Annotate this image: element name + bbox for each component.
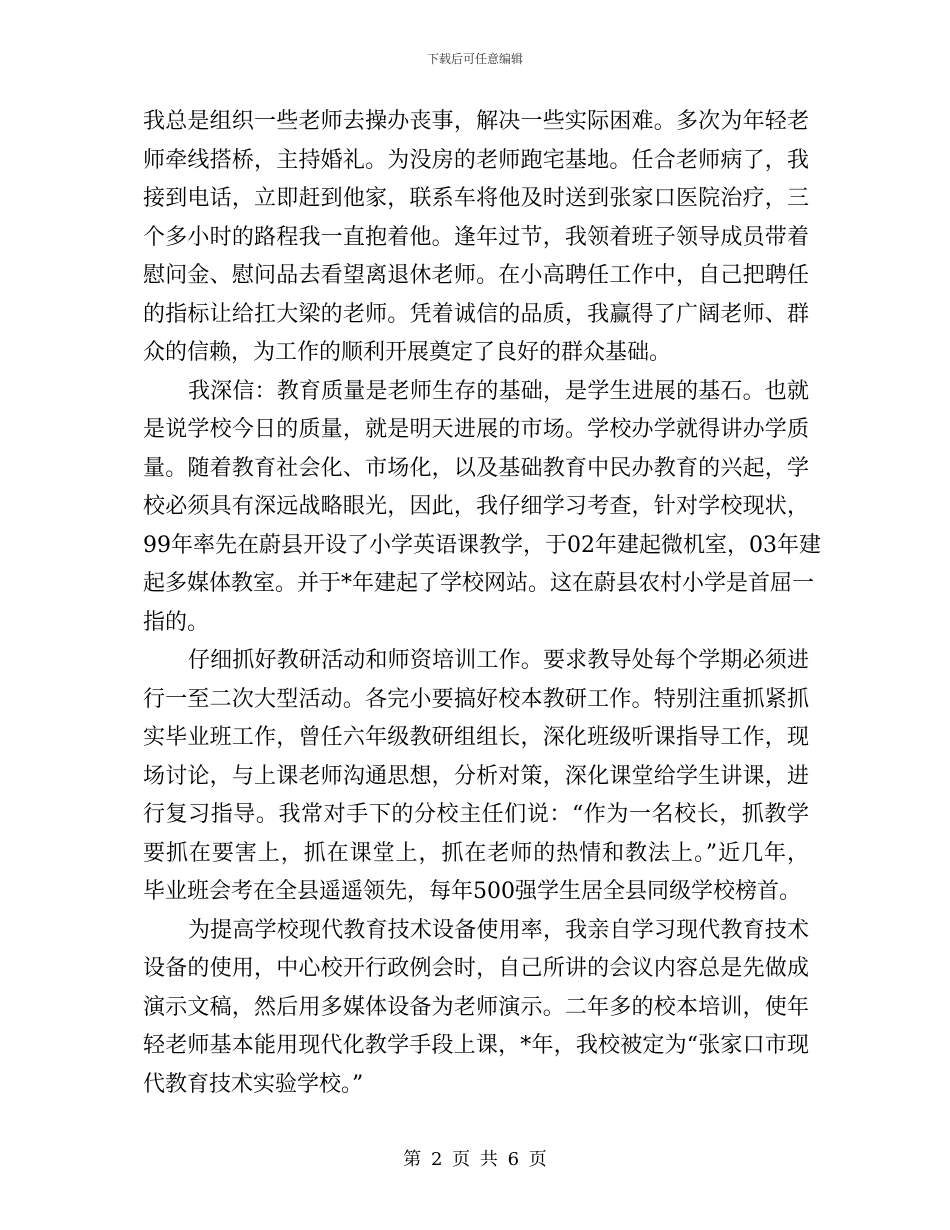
paragraph-2 (143, 373, 821, 643)
text-line: 是说学校今日的质量，就是明天进展的市场。学校办学就得讲办学质 (143, 417, 809, 442)
paragraph-4 (143, 912, 809, 1105)
text-line: 99年率先在蔚县开设了小学英语课教学，于02年建起微机室，03年建 (143, 532, 821, 558)
text-line: 起多媒体教室。并于*年建起了学校网站。这在蔚县农村小学是首屈一 (143, 571, 815, 596)
paragraph-3 (143, 642, 809, 912)
text-line: 为提高学校现代教育技术设备使用率，我亲自学习现代教育技术 (188, 917, 809, 943)
text-line: 的指标让给扛大梁的老师。凭着诚信的品质，我赢得了广阔老师、群 (143, 301, 809, 327)
text-line: 我深信：教育质量是老师生存的基础，是学生进展的基石。也就 (188, 378, 809, 404)
page-number: 第 2 页 共 6 页 (403, 1149, 547, 1170)
text-line: 仔细抓好教研活动和师资培训工作。要求教导处每个学期必须进 (188, 648, 809, 673)
text-line: 接到电话，立即赶到他家，联系车将他及时送到张家口医院治疗，三 (143, 186, 809, 211)
page-header (0, 50, 950, 67)
paragraph-1 (143, 103, 809, 373)
document-body (143, 103, 821, 1104)
text-line: 行复习指导。我常对手下的分校主任们说：“作为一名校长，抓教学 (143, 802, 809, 827)
text-line: 量。随着教育社会化、市场化，以及基础教育中民办教育的兴起，学 (143, 455, 809, 481)
text-line: 轻老师基本能用现代化教学手段上课，*年，我校被定为“张家口市现 (143, 1033, 809, 1058)
text-line: 场讨论，与上课老师沟通思想，分析对策，深化课堂给学生讲课，进 (143, 763, 809, 789)
text-line: 演示文稿，然后用多媒体设备为老师演示。二年多的校本培训，使年 (143, 994, 809, 1020)
header-note: 下载后可任意编辑 (426, 52, 523, 66)
text-line: 行一至二次大型活动。各完小要搞好校本教研工作。特别注重抓紧抓 (143, 686, 809, 712)
text-line: 个多小时的路程我一直抱着他。逢年过节，我领着班子领导成员带着 (143, 224, 809, 250)
text-line: 实毕业班工作，曾任六年级教研组组长，深化班级听课指导工作，现 (143, 725, 809, 750)
text-line: 众的信赖，为工作的顺利开展奠定了良好的群众基础。 (143, 340, 672, 365)
text-line: 代教育技术实验学校。” (143, 1071, 364, 1097)
text-line: 指的。 (143, 609, 210, 635)
text-line: 校必须具有深远战略眼光，因此，我仔细学习考查，针对学校现状， (143, 494, 809, 519)
page-footer (0, 1145, 950, 1171)
text-line: 要抓在要害上，抓在课堂上，抓在老师的热情和教法上。”近几年， (143, 840, 809, 866)
text-line: 设备的使用，中心校开行政例会时，自己所讲的会议内容总是先做成 (143, 956, 809, 981)
text-line: 师牵线搭桥，主持婚礼。为没房的老师跑宅基地。任合老师病了，我 (143, 147, 809, 173)
text-line: 我总是组织一些老师去操办丧事，解决一些实际困难。多次为年轻老 (143, 109, 809, 134)
text-line: 慰问金、慰问品去看望离退休老师。在小高聘任工作中，自己把聘任 (143, 263, 809, 288)
text-line: 毕业班会考在全县遥遥领先，每年500强学生居全县同级学校榜首。 (143, 879, 801, 904)
